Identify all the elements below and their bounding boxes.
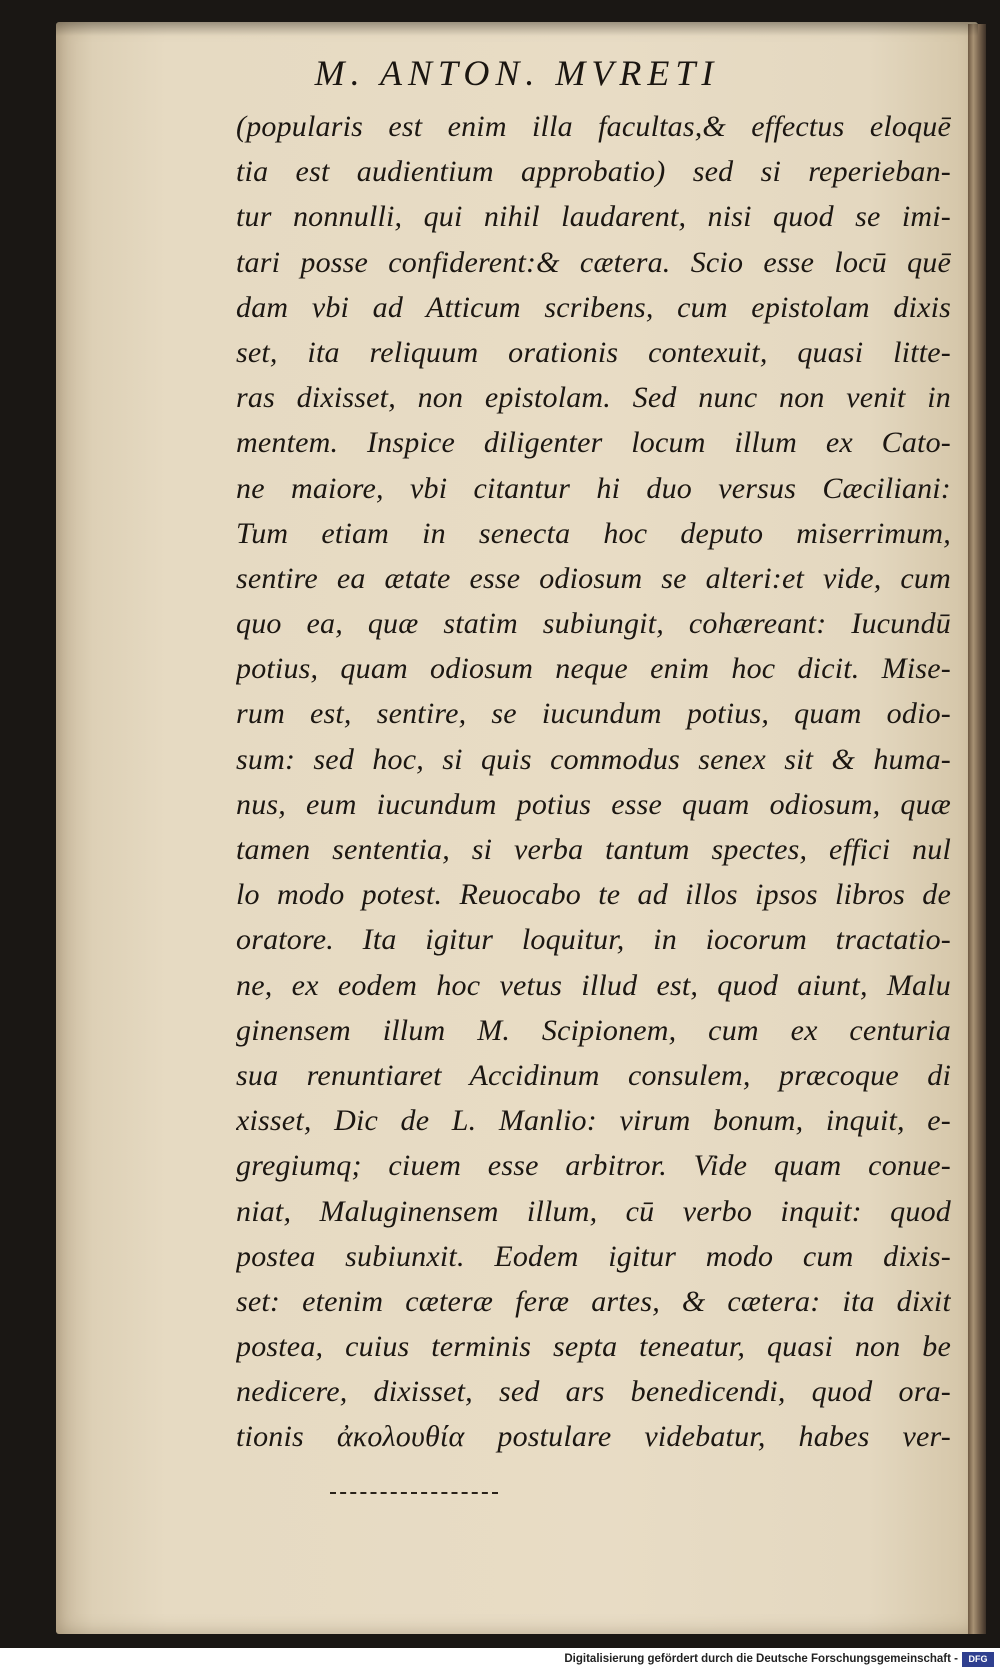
text-line: (popularis est enim illa facultas,& effectus eloquē bbox=[236, 110, 951, 143]
text-line: lo modo potest. Reuocabo te ad illos ipsos libros de bbox=[236, 878, 951, 912]
handwritten-underline bbox=[330, 1492, 498, 1494]
text-line: sum: sed hoc, si quis commodus senex sit & huma- bbox=[236, 742, 951, 776]
text-line: tionis ἀκολουθία postulare videbatur, habes ver- bbox=[236, 1420, 951, 1454]
text-line: gregiumq; ciuem esse arbitror. Vide quam conue- bbox=[236, 1149, 951, 1183]
text-line: tamen sententia, si verba tantum spectes, effici nul bbox=[236, 833, 951, 866]
running-title: M. ANTON. MVRETI bbox=[314, 53, 720, 93]
text-line: ras dixisset, non epistolam. Sed nunc non venit in bbox=[236, 381, 951, 415]
text-line: ne maiore, vbi citantur hi duo versus Cæciliani: bbox=[236, 471, 951, 505]
text-line: oratore. Ita igitur loquitur, in iocorum tractatio- bbox=[236, 923, 951, 957]
text-line: ne, ex eodem hoc vetus illud est, quod aiunt, Malu bbox=[236, 968, 951, 1002]
text-line: dam vbi ad Atticum scribens, cum epistolam dixis bbox=[236, 290, 951, 324]
page-text bbox=[236, 104, 951, 1460]
dfg-logo: DFG bbox=[962, 1652, 994, 1667]
text-line: tari posse confiderent:& cætera. Scio esse locū quē bbox=[236, 245, 951, 279]
text-line: tia est audientium approbatio) sed si reperieban- bbox=[236, 155, 951, 189]
text-line: niat, Maluginensem illum, cū verbo inquit: quod bbox=[236, 1194, 951, 1228]
page-top-shadow bbox=[56, 22, 978, 36]
text-line: postea, cuius terminis septa teneatur, quasi non be bbox=[236, 1330, 951, 1364]
text-line: sentire ea ætate esse odiosum se alteri:et vide, cum bbox=[236, 561, 951, 595]
text-line: nus, eum iucundum potius esse quam odiosum, quæ bbox=[236, 787, 951, 821]
text-line: Tum etiam in senecta hoc deputo miserrimum, bbox=[236, 516, 951, 550]
text-line: quo ea, quæ statim subiungit, cohæreant: Iucundū bbox=[236, 607, 951, 641]
text-line: mentem. Inspice diligenter locum illum ex Cato- bbox=[236, 426, 951, 460]
footer-bar bbox=[0, 1648, 1000, 1672]
text-line: tur nonnulli, qui nihil laudarent, nisi quod se imi- bbox=[236, 200, 951, 234]
text-line: set, ita reliquum orationis contexuit, quasi litte- bbox=[236, 335, 951, 369]
funding-credit: Digitalisierung gefördert durch die Deutsche Forschungsgemeinschaft - bbox=[564, 1653, 958, 1665]
text-line: set: etenim cæteræ feræ artes, & cætera: ita dixit bbox=[236, 1284, 951, 1318]
page-edge bbox=[968, 24, 986, 1634]
text-line: ginensem illum M. Scipionem, cum ex centuria bbox=[236, 1013, 951, 1047]
text-line: nedicere, dixisset, sed ars benedicendi, quod ora- bbox=[236, 1375, 951, 1409]
text-line: sua renuntiaret Accidinum consulem, præcoque di bbox=[236, 1058, 951, 1092]
text-line: potius, quam odiosum neque enim hoc dicit. Mise- bbox=[236, 652, 951, 686]
text-line: postea subiunxit. Eodem igitur modo cum dixis- bbox=[236, 1239, 951, 1273]
text-line: rum est, sentire, se iucundum potius, quam odio- bbox=[236, 697, 951, 731]
text-line: xisset, Dic de L. Manlio: virum bonum, inquit, e- bbox=[236, 1104, 951, 1138]
